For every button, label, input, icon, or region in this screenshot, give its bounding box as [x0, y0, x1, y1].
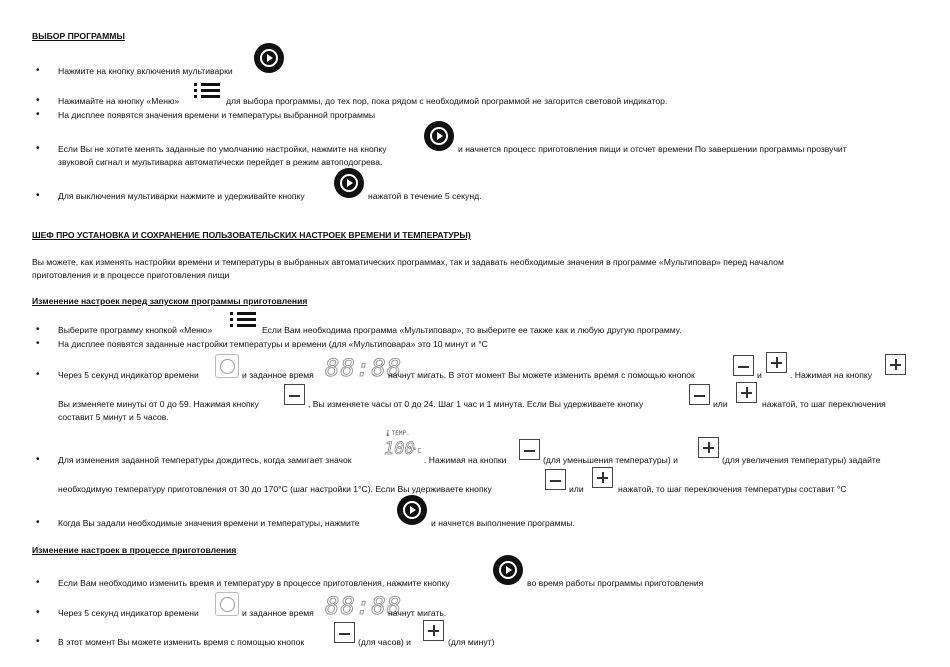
list-item-text: (для часов) и: [358, 637, 411, 647]
menu-icon: [230, 311, 256, 329]
list-item-text: составит 5 минут и 5 часов.: [58, 412, 169, 422]
plus-button-icon: [885, 354, 906, 375]
list-item: • Если Вам необходимо изменить время и температуру в процессе приготовления, нажмите кнопку: [58, 578, 450, 588]
list-item: • Нажмите на кнопку включения мультиварки: [58, 66, 233, 76]
minus-button-icon: [334, 622, 355, 643]
list-item-text: и: [757, 370, 762, 380]
temp-display: 100: [384, 439, 415, 459]
section-title-before-start: Изменение настроек перед запуском программы приготовления: [32, 296, 308, 306]
list-item-text: для выбора программы, до тех пор, пока рядом с необходимой программой не загорится световой индикатор.: [226, 96, 668, 106]
list-item-text: нажатой, то шаг переключения: [762, 399, 886, 409]
list-item-text: , Вы изменяете часы от 0 до 24. Шаг 1 час и 1 минута. Если Вы удерживаете кнопку: [308, 399, 644, 409]
plus-button-icon: [592, 467, 613, 488]
list-item-text: и начнется процесс приготовления пищи и отсчет времени По завершении программы прозвучит: [458, 144, 847, 154]
time-display: 88:88: [325, 592, 403, 620]
section-title-program-selection: ВЫБОР ПРОГРАММЫ: [32, 31, 125, 41]
clock-icon: [215, 592, 239, 616]
list-item-text: необходимую температуру приготовления от 30 до 170°С (шаг настройки 1°С). Если Вы удерживаете кнопку: [58, 484, 492, 494]
list-item: • Когда Вы задали необходимые значения времени и температуры, нажмите: [58, 518, 359, 528]
list-item-text: Если Вам необходима программа «Мультиповар», то выберите ее также как и любую другую программу.: [262, 325, 682, 335]
list-item-text: и начнется выполнение программы.: [431, 518, 575, 528]
section-title-chef-pro: ШЕФ ПРО УСТАНОВКА И СОХРАНЕНИЕ ПОЛЬЗОВАТЕЛЬСКИХ НАСТРОЕК ВРЕМЕНИ И ТЕМПЕРАТУРЫ): [32, 230, 471, 240]
list-item-text: и заданное время: [242, 370, 314, 380]
temp-label: TEMP.: [391, 430, 410, 437]
list-item: • На дисплее появятся значения времени и температуры выбранной программы: [58, 110, 375, 120]
list-item: • Через 5 секунд индикатор времени: [58, 608, 199, 618]
list-item-text: нажатой в течение 5 секунд.: [368, 191, 482, 201]
list-item-text: (для уменьшения температуры) и: [543, 455, 678, 465]
list-item-text: или: [713, 399, 728, 409]
list-item: • Нажимайте на кнопку «Меню»: [58, 96, 179, 106]
power-button-icon: [254, 43, 284, 73]
paragraph: приготовления и в процессе приготовления пищи: [32, 270, 230, 280]
list-item: • Выберите программу кнопкой «Меню»: [58, 325, 212, 335]
section-title-during-cooking: Изменение настроек в процессе приготовления: [32, 545, 237, 555]
temp-unit: °C: [413, 447, 422, 455]
list-item-text: начнут мигать.: [388, 608, 447, 618]
time-display: 88:88: [325, 354, 403, 382]
menu-icon: [194, 82, 220, 100]
list-item: • Для изменения заданной температуры дождитесь, когда замигает значок: [58, 455, 352, 465]
minus-button-icon: [519, 439, 540, 460]
list-item-text: и заданное время: [242, 608, 314, 618]
list-item: • Через 5 секунд индикатор времени: [58, 370, 199, 380]
clock-icon: [215, 354, 239, 378]
list-item-text: нажатой, то шаг переключения температуры составит °С: [618, 484, 847, 494]
list-item-text: начнут мигать. В этот момент Вы можете изменить время с помощью кнопок: [388, 370, 695, 380]
minus-button-icon: [689, 384, 710, 405]
paragraph: Вы можете, как изменять настройки времени и температуры в выбранных автоматических программах, так и задавать необходимые значения в программе «Мультиповар» перед началом: [32, 257, 784, 267]
plus-button-icon: [736, 382, 757, 403]
list-item: • Для выключения мультиварки нажмите и удерживайте кнопку: [58, 191, 305, 201]
list-item-text: во время работы программы приготовления: [527, 578, 704, 588]
minus-button-icon: [545, 469, 566, 490]
plus-button-icon: [698, 437, 719, 458]
power-button-icon: [334, 168, 364, 198]
power-button-icon: [424, 121, 454, 151]
list-item-text: . Нажимая на кнопку: [790, 370, 873, 380]
list-item: • В этот момент Вы можете изменить время с помощью кнопок: [58, 637, 304, 647]
list-item: • На дисплее появятся заданные настройки температуры и времени (для «Мультиповара» это 10 минут и °С: [58, 339, 488, 349]
list-item-text: или: [569, 484, 584, 494]
minus-button-icon: [284, 384, 305, 405]
list-item-text: звуковой сигнал и мультиварка автоматически перейдет в режим автоподогрева.: [58, 157, 383, 167]
plus-button-icon: [423, 620, 444, 641]
plus-button-icon: [766, 352, 787, 373]
list-item-text: . Нажимая на кнопки: [424, 455, 507, 465]
power-button-icon: [397, 495, 427, 525]
minus-button-icon: [733, 355, 754, 376]
list-item: • Если Вы не хотите менять заданные по умолчанию настройки, нажмите на кнопку: [58, 144, 387, 154]
list-item-text: Вы изменяете минуты от 0 до 59. Нажимая кнопку: [58, 399, 259, 409]
list-item-text: (для минут): [448, 637, 495, 647]
power-button-icon: [493, 555, 523, 585]
list-item-text: (для увеличения температуры) задайте: [722, 455, 881, 465]
thermometer-icon: 🌡︎TEMP.: [384, 430, 410, 437]
